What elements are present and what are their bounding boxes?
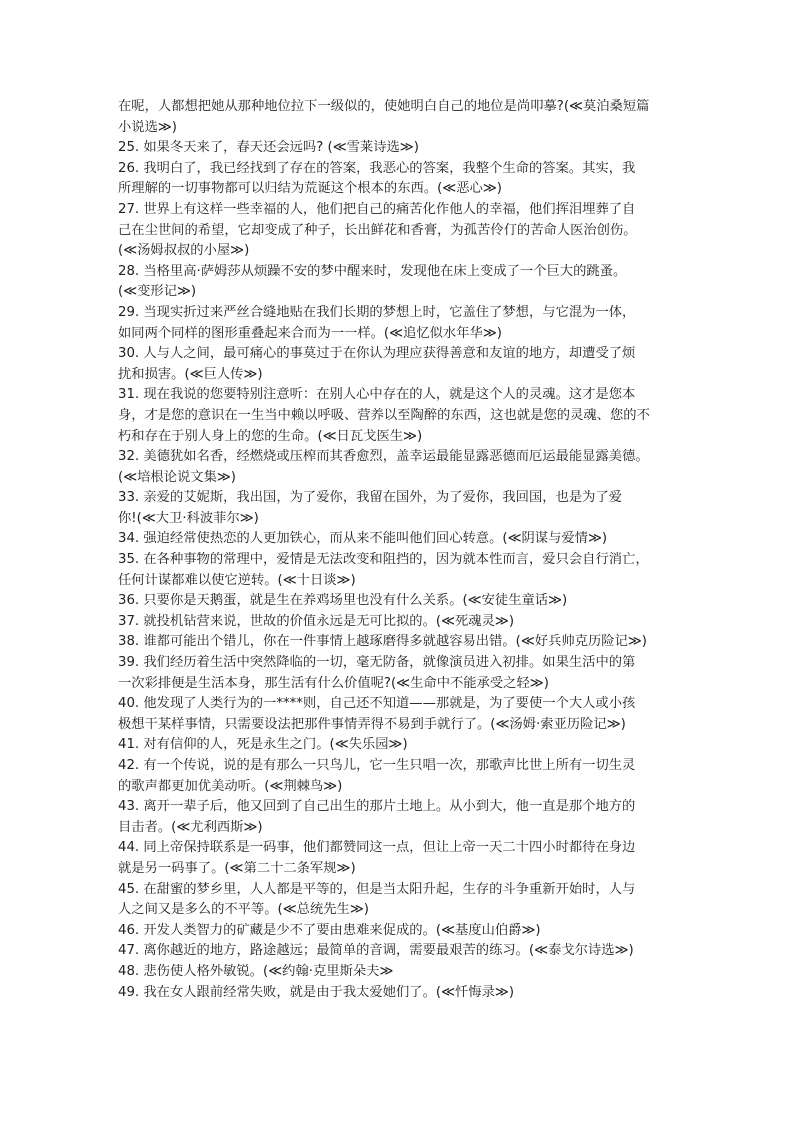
quote-42: 42. 有一个传说，说的是有那么一只鸟儿，它一生只唱一次，那歌声比世上所有一切生灵 <box>118 758 636 773</box>
text-line: 小说选≫) <box>118 119 177 135</box>
text-line: 朽和存在于别人身上的您的生命。(≪日瓦戈医生≫) <box>118 428 423 444</box>
quote-29: 29. 当现实折过来严丝合缝地贴在我们长期的梦想上时，它盖住了梦想，与它混为一体， <box>118 304 636 320</box>
quote-37: 37. 就投机钻营来说，世故的价值永远是无可比拟的。(≪死魂灵≫) <box>118 613 515 629</box>
quote-48: 48. 悲伤使人格外敏锐。(≪约翰·克里斯朵夫≫ <box>118 963 394 979</box>
quote-26: 26. 我明白了，我已经找到了存在的答案，我恶心的答案，我整个生命的答案。其实，我 <box>118 160 636 176</box>
text-line: 己在尘世间的希望，它却变成了种子，长出鲜花和香膏，为孤苦伶仃的苦命人医治创伤。 <box>118 222 637 238</box>
quote-33: 33. 亲爱的艾妮斯，我出国，为了爱你，我留在国外，为了爱你，我回国，也是为了爱 <box>118 490 623 506</box>
text-line: 扰和损害。(≪巨人传≫) <box>118 366 263 382</box>
text-line: 所理解的一切事物都可以归结为荒诞这个根本的东西。(≪恶心≫) <box>118 181 502 197</box>
quote-49: 49. 我在女人跟前经常失败，就是由于我太爱她们了。(≪忏悔录≫) <box>118 984 515 1000</box>
text-line: (≪汤姆叔叔的小屋≫) <box>118 243 250 259</box>
text-line: 任何计谋都难以使它逆转。(≪十日谈≫) <box>118 572 356 588</box>
text-line: 人之间又是多么的不平等。(≪总统先生≫) <box>118 902 369 918</box>
quote-39: 39. 我们经历着生活中突然降临的一切，毫无防备，就像演员进入初排。如果生活中的第 <box>118 655 636 671</box>
text-line: 极想干某样事情，只需要设法把那件事情弄得不易到手就行了。(≪汤姆·索亚历险记≫) <box>118 716 626 732</box>
quote-45: 45. 在甜蜜的梦乡里，人人都是平等的，但是当太阳升起，生存的斗争重新开始时，人与 <box>118 881 636 897</box>
quote-25: 25. 如果冬天来了，春天还会远吗? (≪雪莱诗选≫) <box>118 140 419 156</box>
text-line: 你!(≪大卫·科波菲尔≫) <box>118 510 259 526</box>
quote-36: 36. 只要你是天鹅蛋，就是生在养鸡场里也没有什么关系。(≪安徒生童话≫) <box>118 593 568 609</box>
text-line: 的歌声都更加优美动听。(≪荆棘鸟≫) <box>118 778 343 794</box>
quote-44: 44. 同上帝保持联系是一码事，他们都赞同这一点，但让上帝一天二十四小时都待在身边 <box>118 840 636 856</box>
text-line: (≪培根论说文集≫) <box>118 469 236 485</box>
text-line: (≪变形记≫) <box>118 284 197 300</box>
quote-40: 40. 他发现了人类行为的一****则，自己还不知道——那就是，为了要使一个大人或小孩 <box>118 696 636 712</box>
text-line: 就是另一码事了。(≪第二十二条军规≫) <box>118 860 356 876</box>
quote-43: 43. 离开一辈子后，他又回到了自己出生的那片土地上。从小到大，他一直是那个地方的 <box>118 799 636 815</box>
text-line: 如同两个同样的图形重叠起来合而为一一样。(≪追忆似水年华≫) <box>118 325 502 341</box>
quote-47: 47. 离你越近的地方，路途越远；最简单的音调，需要最艰苦的练习。(≪泰戈尔诗选≫) <box>118 943 634 959</box>
quote-41: 41. 对有信仰的人，死是永生之门。(≪失乐园≫) <box>118 737 408 753</box>
text-line: 在呢，人都想把她从那种地位拉下一级似的，使她明白自己的地位是尚叩摹?(≪莫泊桑短篇 <box>118 99 650 114</box>
quote-31: 31. 现在我说的您要特别注意听：在别人心中存在的人，就是这个人的灵魂。这才是您本 <box>118 387 636 403</box>
quote-35: 35. 在各种事物的常理中，爱情是无法改变和阻挡的，因为就本性而言，爱只会自行消亡， <box>118 552 649 568</box>
quote-38: 38. 谁都可能出个错儿，你在一件事情上越琢磨得多就越容易出错。(≪好兵帅克历险记≫) <box>118 634 647 650</box>
quote-32: 32. 美德犹如名香，经燃烧或压榨而其香愈烈，盖幸运最能显露恶德而厄运最能显露美德。 <box>118 449 649 465</box>
text-line: 一次彩排便是生活本身，那生活有什么价值呢?(≪生命中不能承受之轻≫) <box>118 675 549 691</box>
quote-34: 34. 强迫经常使热恋的人更加铁心，而从来不能叫他们回心转意。(≪阴谋与爱情≫) <box>118 531 608 547</box>
quote-30: 30. 人与人之间，最可痛心的事莫过于在你认为理应获得善意和友谊的地方，却遭受了烦 <box>118 346 636 362</box>
text-line: 身，才是您的意识在一生当中赖以呼吸、营养以至陶醉的东西，这也就是您的灵魂、您的不 <box>118 407 650 423</box>
text-line: 目击者。(≪尤利西斯≫) <box>118 819 263 835</box>
document-page <box>118 97 688 1003</box>
quote-46: 46. 开发人类智力的矿藏是少不了要由患难来促成的。(≪基度山伯爵≫) <box>118 922 541 938</box>
quote-28: 28. 当格里高·萨姆莎从烦躁不安的梦中醒来时，发现他在床上变成了一个巨大的跳蚤。 <box>118 263 627 279</box>
quote-27: 27. 世界上有这样一些幸福的人，他们把自己的痛苦化作他人的幸福，他们挥泪埋葬了自 <box>118 201 636 217</box>
